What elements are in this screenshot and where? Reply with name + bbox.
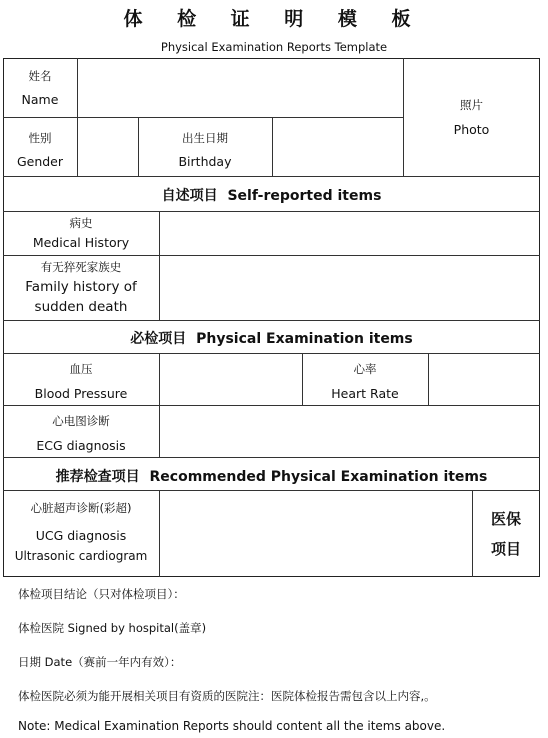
note-english: Note: Medical Examination Reports should content all the items above. (18, 719, 446, 733)
name-field[interactable] (78, 59, 403, 116)
photo-box: 照片 Photo (453, 98, 490, 137)
blood-pressure-field[interactable] (160, 354, 302, 404)
family-history-field[interactable] (160, 256, 540, 319)
ecg-field[interactable] (160, 406, 540, 456)
medical-history-label: 病史 Medical History (32, 216, 130, 250)
exam-conclusion: 体检项目结论（只对体检项目）： (18, 587, 185, 601)
birthday-label: 出生日期 Birthday (178, 131, 232, 169)
family-history-label: 有无猝死家族史 Family history of sudden death (25, 260, 137, 315)
hospital-signature: 体检医院 Signed by hospital(盖章) (18, 621, 207, 635)
heart-rate-label: 心率 Heart Rate (331, 362, 399, 401)
grid-line (3, 320, 540, 321)
grid-line (3, 176, 540, 177)
insurance-items-label: 医保 项目 (490, 510, 521, 558)
note-chinese: 体检医院必须为能开展相关项目有资质的医院注：医院体检报告需包含以上内容,。 (18, 689, 436, 703)
document-subtitle: Physical Examination Reports Template (160, 40, 388, 54)
section-self-reported: 自述项目 Self-reported items (161, 188, 382, 204)
ucg-field[interactable] (160, 491, 472, 576)
section-required: 必检项目 Physical Examination items (130, 331, 413, 347)
birthday-field[interactable] (273, 118, 403, 175)
heart-rate-field[interactable] (429, 354, 540, 404)
gender-field[interactable] (78, 118, 138, 175)
date-line: 日期 Date（赛前一年内有效）： (18, 655, 182, 669)
blood-pressure-label: 血压 Blood Pressure (34, 362, 128, 401)
name-label: 姓名 Name (21, 69, 59, 107)
medical-history-field[interactable] (160, 212, 540, 254)
ecg-label: 心电图诊断 ECG diagnosis (36, 414, 126, 453)
section-recommended: 推荐检查项目 Recommended Physical Examination items (55, 469, 488, 485)
grid-line (3, 457, 540, 458)
ucg-label: 心脏超声诊断(彩超) UCG diagnosis Ultrasonic cardiogram (14, 501, 148, 564)
document-title: 体 检 证 明 模 板 (123, 8, 425, 30)
gender-label: 性别 Gender (16, 131, 64, 169)
